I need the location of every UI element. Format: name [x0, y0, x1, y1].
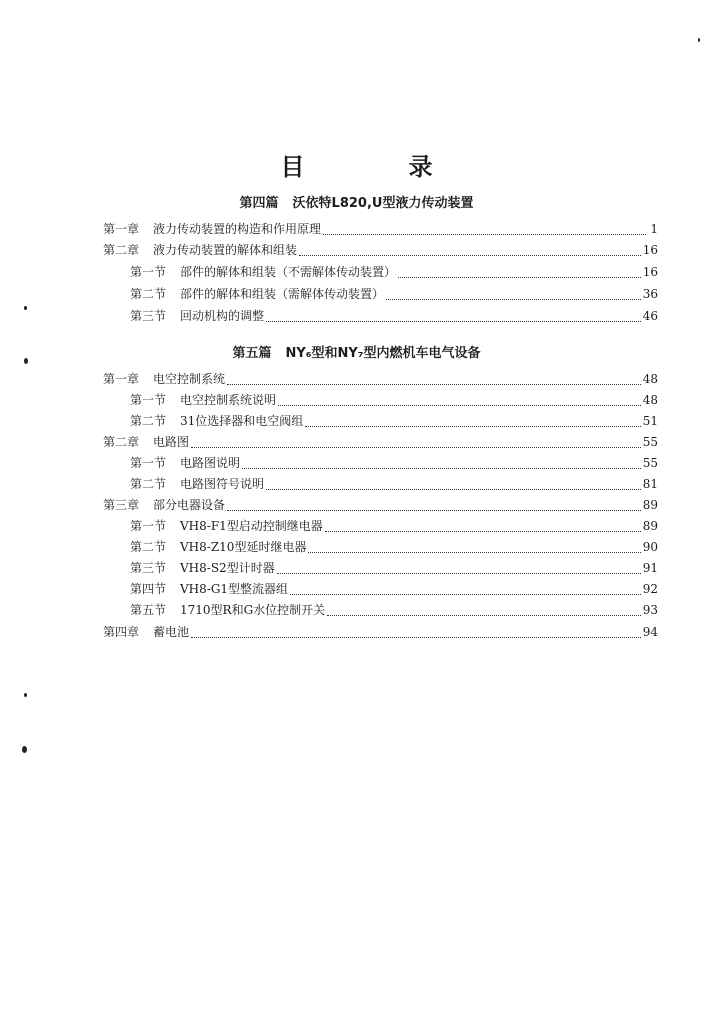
entry-number: 第二节: [130, 540, 167, 554]
toc-entry-section[interactable]: [0, 558, 713, 578]
entry-page: 51: [642, 414, 658, 428]
entry-title: 电空控制系统: [153, 372, 226, 386]
entry-page: 91: [642, 561, 658, 575]
entry-number: 第二节: [130, 414, 167, 428]
entry-title: VH8-S2型计时器: [180, 561, 275, 575]
entry-number: 第一章: [103, 222, 140, 236]
entry-number: 第二节: [130, 287, 167, 301]
entry-number: 第一节: [130, 265, 167, 279]
entry-title: 部分电器设备: [153, 498, 226, 512]
scan-speck: [24, 306, 27, 310]
entry-page: 48: [642, 372, 658, 386]
toc-entry-section[interactable]: [0, 537, 713, 557]
scan-speck: [22, 746, 27, 753]
entry-page: 36: [642, 287, 658, 301]
toc-entry-section[interactable]: [0, 516, 713, 536]
entry-number: 第三节: [130, 309, 167, 323]
entry-page: 89: [642, 519, 658, 533]
entry-page: 81: [642, 477, 658, 491]
entry-number: 第四章: [103, 625, 140, 639]
entry-title: 电路图说明: [180, 456, 241, 470]
toc-entry-section[interactable]: [0, 453, 713, 473]
toc-entry-chapter[interactable]: [0, 219, 713, 239]
dot-leader: [242, 467, 641, 469]
entry-page: 55: [642, 456, 658, 470]
entry-number: 第二节: [130, 477, 167, 491]
page-title: 目 录: [280, 153, 473, 181]
dot-leader: [191, 636, 641, 638]
toc-entry-chapter[interactable]: [0, 240, 713, 260]
toc-entry-section[interactable]: [0, 600, 713, 620]
dot-leader: [323, 233, 646, 235]
dot-leader: [277, 572, 641, 574]
dot-leader: [398, 276, 641, 278]
dot-leader: [327, 614, 641, 616]
scan-speck: [24, 693, 27, 697]
entry-page: 16: [642, 265, 658, 279]
entry-title: 蓄电池: [153, 625, 190, 639]
entry-number: 第一节: [130, 393, 167, 407]
entry-number: 第一节: [130, 519, 167, 533]
entry-number: 第五节: [130, 603, 167, 617]
dot-leader: [290, 593, 641, 595]
entry-title: 部件的解体和组装（不需解体传动装置）: [180, 265, 397, 279]
part-heading-5: [0, 342, 713, 361]
entry-title: 电路图符号说明: [180, 477, 265, 491]
entry-page: 89: [642, 498, 658, 512]
part-title: 沃依特L820,U型液力传动装置: [292, 196, 474, 211]
dot-leader: [386, 298, 641, 300]
entry-page: 92: [642, 582, 658, 596]
dot-leader: [308, 551, 640, 553]
toc-entry-chapter[interactable]: [0, 495, 713, 515]
entry-number: 第二章: [103, 435, 140, 449]
entry-number: 第一节: [130, 456, 167, 470]
toc-entry-section[interactable]: [0, 262, 713, 282]
toc-entry-section[interactable]: [0, 411, 713, 431]
dot-leader: [325, 530, 641, 532]
dot-leader: [266, 488, 641, 490]
entry-page: 16: [642, 243, 658, 257]
entry-number: 第四节: [130, 582, 167, 596]
entry-page: 55: [642, 435, 658, 449]
toc-entry-chapter[interactable]: [0, 622, 713, 642]
entry-page: 90: [642, 540, 658, 554]
toc-entry-section[interactable]: [0, 306, 713, 326]
entry-title: 液力传动装置的解体和组装: [153, 243, 298, 257]
toc-entry-section[interactable]: [0, 474, 713, 494]
dot-leader: [227, 509, 641, 511]
entry-title: 部件的解体和组装（需解体传动装置）: [180, 287, 385, 301]
entry-title: VH8-Z10型延时继电器: [180, 540, 307, 554]
scan-speck: [698, 38, 700, 42]
dot-leader: [227, 383, 641, 385]
entry-title: 回动机构的调整: [180, 309, 265, 323]
toc-entry-section[interactable]: [0, 579, 713, 599]
entry-title: 1710型R和G水位控制开关: [180, 603, 326, 617]
dot-leader: [266, 320, 641, 322]
entry-title: 液力传动装置的构造和作用原理: [153, 222, 322, 236]
entry-title: VH8-F1型启动控制继电器: [180, 519, 323, 533]
entry-title: 电路图: [153, 435, 190, 449]
entry-number: 第二章: [103, 243, 140, 257]
part-title: NY₆型和NY₇型内燃机车电气设备: [285, 346, 481, 361]
entry-title: 31位选择器和电空阀组: [180, 414, 304, 428]
entry-page: 94: [642, 625, 658, 639]
entry-page: 1: [650, 222, 658, 236]
entry-number: 第三章: [103, 498, 140, 512]
scan-speck: [24, 358, 28, 364]
entry-title: VH8-G1型整流器组: [180, 582, 289, 596]
part-heading-4: [0, 192, 713, 211]
part-number: 第四篇: [239, 196, 279, 211]
entry-page: 93: [642, 603, 658, 617]
dot-leader: [305, 425, 640, 427]
toc-entry-section[interactable]: [0, 390, 713, 410]
entry-title: 电空控制系统说明: [180, 393, 277, 407]
toc-entry-chapter[interactable]: [0, 369, 713, 389]
entry-number: 第三节: [130, 561, 167, 575]
dot-leader: [191, 446, 641, 448]
toc-entry-chapter[interactable]: [0, 432, 713, 452]
dot-leader: [278, 404, 641, 406]
entry-page: 46: [642, 309, 658, 323]
entry-number: 第一章: [103, 372, 140, 386]
toc-entry-section[interactable]: [0, 284, 713, 304]
dot-leader: [299, 254, 641, 256]
entry-page: 48: [642, 393, 658, 407]
part-number: 第五篇: [232, 346, 272, 361]
